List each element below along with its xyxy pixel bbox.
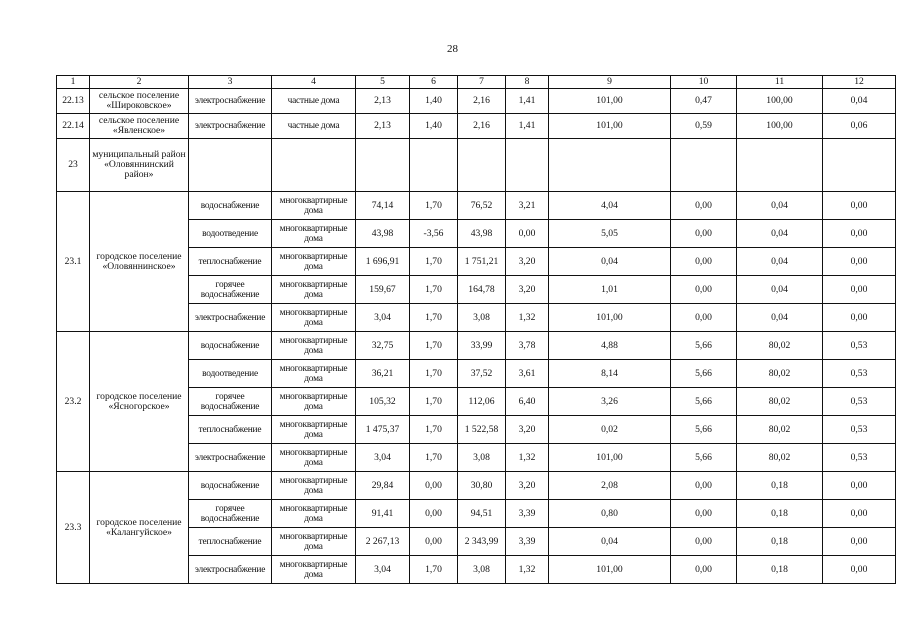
service-cell: теплоснабжение	[189, 416, 272, 444]
housing-type-cell: многоквартирные дома	[272, 388, 356, 416]
table-row	[57, 192, 896, 220]
settlement-name: городское поселение «Калангуйское»	[90, 472, 189, 584]
row-number: 22.13	[57, 89, 90, 114]
service-cell: водоснабжение	[189, 472, 272, 500]
service-cell: водоснабжение	[189, 192, 272, 220]
value-cell: 101,00	[549, 556, 671, 584]
value-cell: 105,32	[356, 388, 410, 416]
value-cell: 0,00	[823, 556, 896, 584]
value-cell: 3,39	[506, 500, 549, 528]
value-cell: 74,14	[356, 192, 410, 220]
value-cell: 0,18	[737, 500, 823, 528]
value-cell: 3,61	[506, 360, 549, 388]
value-cell: 6,40	[506, 388, 549, 416]
value-cell: 3,08	[458, 444, 506, 472]
housing-type-cell: многоквартирные дома	[272, 248, 356, 276]
settlement-name: городское поселение «Оловяннинское»	[90, 192, 189, 332]
value-cell: 0,80	[549, 500, 671, 528]
value-cell: 0,00	[671, 304, 737, 332]
value-cell: 0,00	[410, 528, 458, 556]
value-cell: 0,53	[823, 360, 896, 388]
value-cell: 0,04	[737, 220, 823, 248]
value-cell: 3,08	[458, 556, 506, 584]
housing-type-cell: многоквартирные дома	[272, 192, 356, 220]
empty-cell	[410, 139, 458, 192]
table-row	[57, 89, 896, 114]
value-cell: 94,51	[458, 500, 506, 528]
value-cell: 2 343,99	[458, 528, 506, 556]
header-cell: 9	[549, 76, 671, 89]
value-cell: 0,04	[549, 528, 671, 556]
value-cell: 0,00	[410, 472, 458, 500]
value-cell: 3,20	[506, 416, 549, 444]
housing-type-cell: многоквартирные дома	[272, 472, 356, 500]
value-cell: 4,04	[549, 192, 671, 220]
value-cell: 1,32	[506, 556, 549, 584]
value-cell: 101,00	[549, 114, 671, 139]
empty-cell	[737, 139, 823, 192]
empty-cell	[189, 139, 272, 192]
value-cell: 0,00	[671, 220, 737, 248]
value-cell: 3,20	[506, 276, 549, 304]
value-cell: 30,80	[458, 472, 506, 500]
housing-type-cell: многоквартирные дома	[272, 276, 356, 304]
value-cell: 36,21	[356, 360, 410, 388]
value-cell: -3,56	[410, 220, 458, 248]
value-cell: 0,02	[549, 416, 671, 444]
housing-type-cell: многоквартирные дома	[272, 332, 356, 360]
service-cell: теплоснабжение	[189, 248, 272, 276]
settlement-name: сельское поселение «Широковское»	[90, 89, 189, 114]
value-cell: 101,00	[549, 304, 671, 332]
service-cell: водоотведение	[189, 360, 272, 388]
value-cell: 4,88	[549, 332, 671, 360]
housing-type-cell: многоквартирные дома	[272, 500, 356, 528]
value-cell: 1,41	[506, 114, 549, 139]
value-cell: 164,78	[458, 276, 506, 304]
value-cell: 3,08	[458, 304, 506, 332]
service-cell: горячее водоснабжение	[189, 388, 272, 416]
value-cell: 80,02	[737, 360, 823, 388]
value-cell: 0,59	[671, 114, 737, 139]
table-row	[57, 332, 896, 360]
value-cell: 1,40	[410, 114, 458, 139]
service-cell: электроснабжение	[189, 89, 272, 114]
value-cell: 1 475,37	[356, 416, 410, 444]
value-cell: 0,00	[671, 500, 737, 528]
service-cell: электроснабжение	[189, 114, 272, 139]
value-cell: 1,32	[506, 444, 549, 472]
value-cell: 0,18	[737, 472, 823, 500]
value-cell: 0,00	[671, 472, 737, 500]
value-cell: 0,00	[823, 276, 896, 304]
value-cell: 3,20	[506, 248, 549, 276]
service-cell: электроснабжение	[189, 444, 272, 472]
row-number: 23	[57, 139, 90, 192]
row-number: 22.14	[57, 114, 90, 139]
value-cell: 1 751,21	[458, 248, 506, 276]
value-cell: 1,70	[410, 276, 458, 304]
value-cell: 0,47	[671, 89, 737, 114]
housing-type-cell: частные дома	[272, 114, 356, 139]
value-cell: 33,99	[458, 332, 506, 360]
value-cell: 0,00	[823, 248, 896, 276]
header-cell: 12	[823, 76, 896, 89]
value-cell: 1 522,58	[458, 416, 506, 444]
value-cell: 1 696,91	[356, 248, 410, 276]
value-cell: 0,00	[823, 472, 896, 500]
row-number: 23.2	[57, 332, 90, 472]
value-cell: 0,18	[737, 528, 823, 556]
value-cell: 1,32	[506, 304, 549, 332]
value-cell: 159,67	[356, 276, 410, 304]
value-cell: 32,75	[356, 332, 410, 360]
value-cell: 0,53	[823, 332, 896, 360]
value-cell: 0,18	[737, 556, 823, 584]
value-cell: 80,02	[737, 416, 823, 444]
value-cell: 0,00	[823, 192, 896, 220]
empty-cell	[272, 139, 356, 192]
value-cell: 0,00	[671, 248, 737, 276]
value-cell: 2,13	[356, 89, 410, 114]
value-cell: 91,41	[356, 500, 410, 528]
value-cell: 76,52	[458, 192, 506, 220]
value-cell: 0,00	[823, 220, 896, 248]
value-cell: 2,16	[458, 114, 506, 139]
value-cell: 5,05	[549, 220, 671, 248]
value-cell: 2,16	[458, 89, 506, 114]
settlement-name: сельское поселение «Явленское»	[90, 114, 189, 139]
value-cell: 1,70	[410, 444, 458, 472]
value-cell: 0,06	[823, 114, 896, 139]
value-cell: 2,13	[356, 114, 410, 139]
table-row	[57, 114, 896, 139]
value-cell: 80,02	[737, 444, 823, 472]
header-cell: 7	[458, 76, 506, 89]
value-cell: 100,00	[737, 114, 823, 139]
header-cell: 5	[356, 76, 410, 89]
value-cell: 43,98	[356, 220, 410, 248]
header-cell: 10	[671, 76, 737, 89]
service-cell: теплоснабжение	[189, 528, 272, 556]
value-cell: 8,14	[549, 360, 671, 388]
value-cell: 112,06	[458, 388, 506, 416]
value-cell: 1,70	[410, 388, 458, 416]
value-cell: 0,00	[823, 500, 896, 528]
housing-type-cell: многоквартирные дома	[272, 360, 356, 388]
value-cell: 1,70	[410, 192, 458, 220]
value-cell: 2 267,13	[356, 528, 410, 556]
value-cell: 80,02	[737, 332, 823, 360]
value-cell: 0,00	[671, 192, 737, 220]
service-cell: электроснабжение	[189, 304, 272, 332]
value-cell: 1,70	[410, 304, 458, 332]
value-cell: 5,66	[671, 444, 737, 472]
value-cell: 3,21	[506, 192, 549, 220]
value-cell: 1,70	[410, 248, 458, 276]
housing-type-cell: многоквартирные дома	[272, 556, 356, 584]
housing-type-cell: частные дома	[272, 89, 356, 114]
empty-cell	[506, 139, 549, 192]
value-cell: 0,00	[671, 556, 737, 584]
value-cell: 101,00	[549, 444, 671, 472]
value-cell: 100,00	[737, 89, 823, 114]
value-cell: 0,04	[737, 276, 823, 304]
header-cell: 8	[506, 76, 549, 89]
service-cell: электроснабжение	[189, 556, 272, 584]
value-cell: 1,70	[410, 332, 458, 360]
housing-type-cell: многоквартирные дома	[272, 304, 356, 332]
value-cell: 5,66	[671, 360, 737, 388]
empty-cell	[356, 139, 410, 192]
row-number: 23.3	[57, 472, 90, 584]
header-row	[57, 76, 896, 89]
value-cell: 0,00	[671, 528, 737, 556]
housing-type-cell: многоквартирные дома	[272, 220, 356, 248]
value-cell: 0,04	[823, 89, 896, 114]
service-cell: водоснабжение	[189, 332, 272, 360]
value-cell: 5,66	[671, 388, 737, 416]
row-number: 23.1	[57, 192, 90, 332]
value-cell: 3,39	[506, 528, 549, 556]
housing-type-cell: многоквартирные дома	[272, 416, 356, 444]
service-cell: горячее водоснабжение	[189, 500, 272, 528]
value-cell: 0,53	[823, 444, 896, 472]
value-cell: 0,00	[506, 220, 549, 248]
value-cell: 0,00	[410, 500, 458, 528]
value-cell: 0,53	[823, 416, 896, 444]
empty-cell	[823, 139, 896, 192]
tariff-table	[56, 75, 896, 584]
value-cell: 0,00	[671, 276, 737, 304]
value-cell: 29,84	[356, 472, 410, 500]
value-cell: 3,04	[356, 444, 410, 472]
value-cell: 0,00	[823, 528, 896, 556]
header-cell: 11	[737, 76, 823, 89]
value-cell: 1,40	[410, 89, 458, 114]
empty-cell	[458, 139, 506, 192]
value-cell: 101,00	[549, 89, 671, 114]
service-cell: горячее водоснабжение	[189, 276, 272, 304]
value-cell: 1,01	[549, 276, 671, 304]
value-cell: 3,04	[356, 556, 410, 584]
value-cell: 43,98	[458, 220, 506, 248]
value-cell: 1,70	[410, 556, 458, 584]
value-cell: 2,08	[549, 472, 671, 500]
table-row	[57, 472, 896, 500]
header-cell: 3	[189, 76, 272, 89]
value-cell: 0,04	[737, 248, 823, 276]
value-cell: 3,20	[506, 472, 549, 500]
service-cell: водоотведение	[189, 220, 272, 248]
page-number: 28	[447, 43, 458, 55]
value-cell: 5,66	[671, 416, 737, 444]
housing-type-cell: многоквартирные дома	[272, 528, 356, 556]
header-cell: 2	[90, 76, 189, 89]
value-cell: 3,04	[356, 304, 410, 332]
value-cell: 0,04	[737, 304, 823, 332]
district-row	[57, 139, 896, 192]
value-cell: 1,70	[410, 416, 458, 444]
table-body	[57, 76, 896, 584]
value-cell: 0,53	[823, 388, 896, 416]
value-cell: 0,04	[549, 248, 671, 276]
district-name: муниципальный район «Оловяннинский район»	[90, 139, 189, 192]
value-cell: 37,52	[458, 360, 506, 388]
value-cell: 3,26	[549, 388, 671, 416]
empty-cell	[671, 139, 737, 192]
value-cell: 1,41	[506, 89, 549, 114]
header-cell: 4	[272, 76, 356, 89]
value-cell: 80,02	[737, 388, 823, 416]
housing-type-cell: многоквартирные дома	[272, 444, 356, 472]
value-cell: 1,70	[410, 360, 458, 388]
header-cell: 6	[410, 76, 458, 89]
value-cell: 0,04	[737, 192, 823, 220]
value-cell: 0,00	[823, 304, 896, 332]
header-cell: 1	[57, 76, 90, 89]
value-cell: 5,66	[671, 332, 737, 360]
value-cell: 3,78	[506, 332, 549, 360]
empty-cell	[549, 139, 671, 192]
settlement-name: городское поселение «Ясногорское»	[90, 332, 189, 472]
